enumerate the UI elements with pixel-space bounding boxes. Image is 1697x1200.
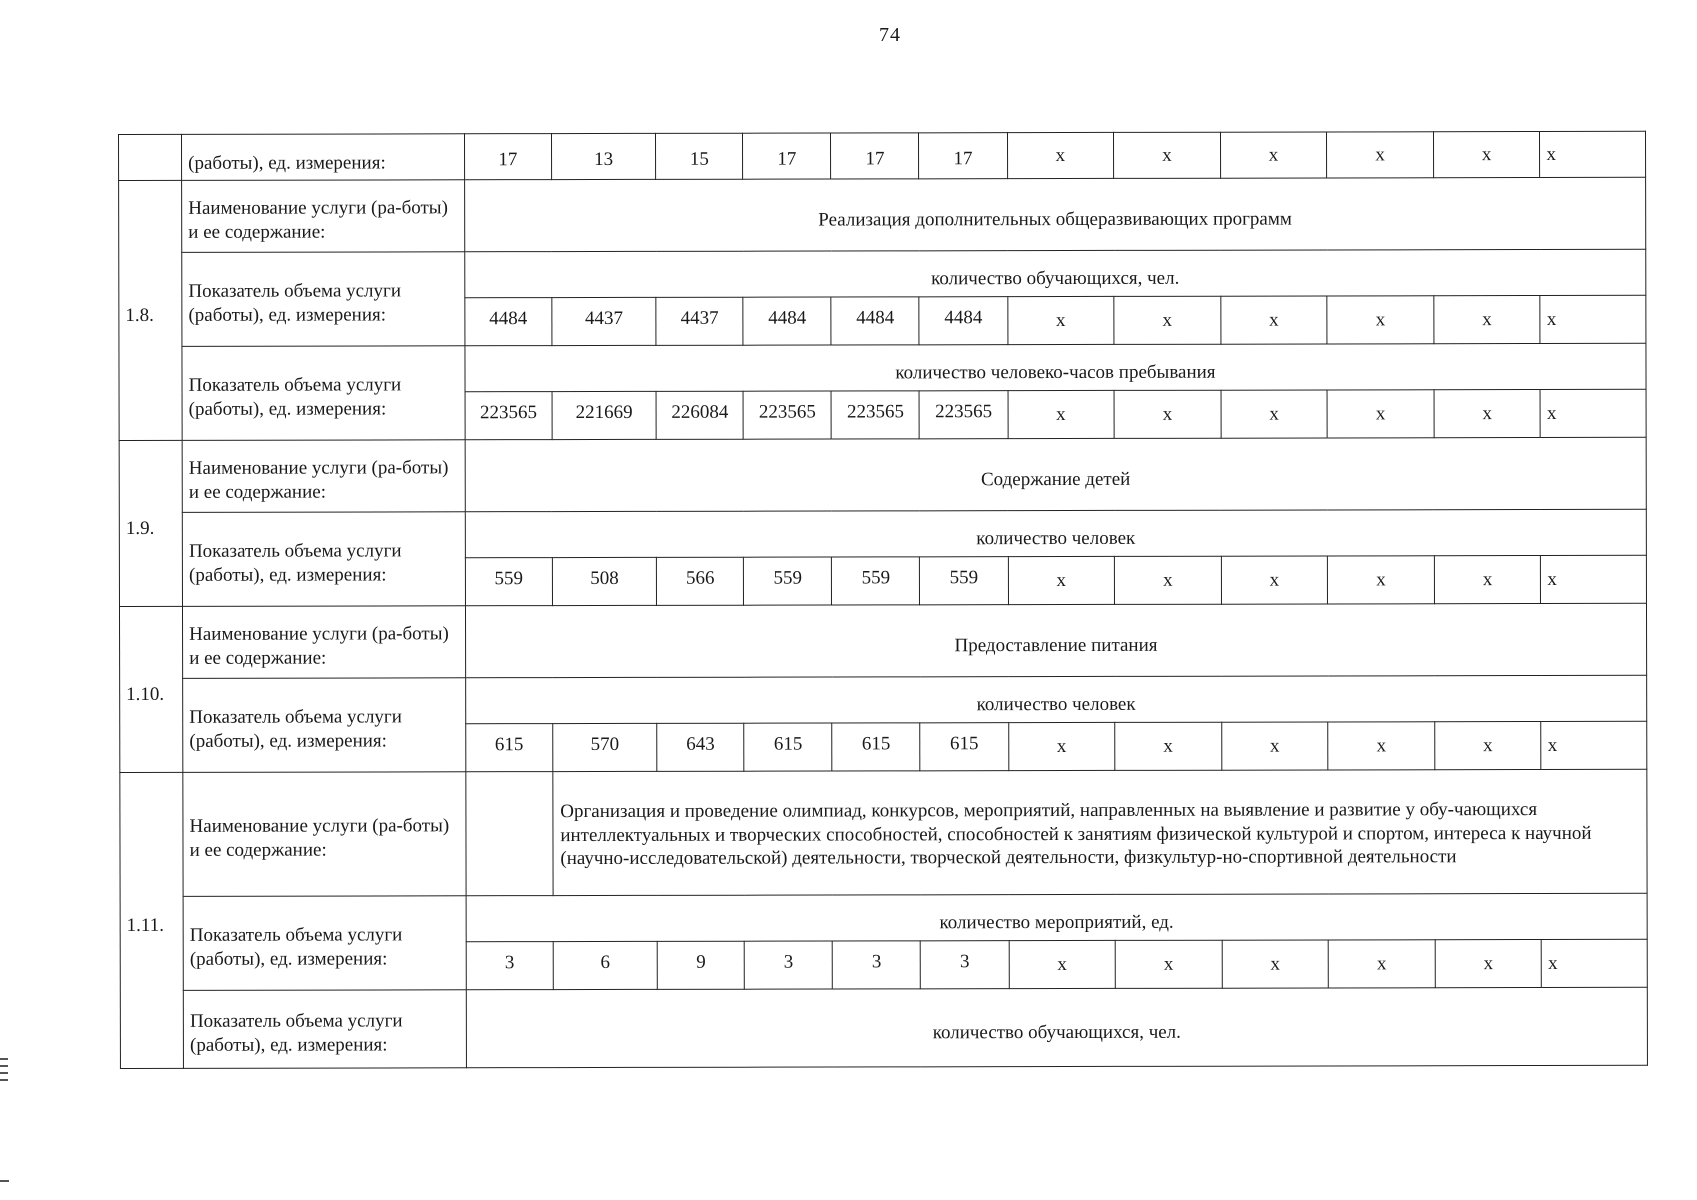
value-cell: 6 [553,941,658,989]
value-cell: 17 [464,134,551,180]
value-cell: 559 [744,557,832,605]
item-number: 1.9. [119,440,182,606]
value-cell: 221669 [552,391,657,439]
value-cell: 4437 [656,297,743,345]
value-cell: х [1008,390,1115,438]
value-cell: 223565 [831,391,919,439]
value-cell: х [1114,390,1221,438]
value-cell: х [1008,722,1115,770]
value-cell: 226084 [656,391,743,439]
value-cell: 4484 [831,297,919,345]
value-cell: х [1221,556,1328,604]
value-cell: х [1433,132,1540,178]
table-row [119,343,1646,392]
table-row [119,437,1646,512]
value-cell: х [1221,390,1328,438]
value-cell: 4484 [919,297,1007,345]
value-cell: х [1115,940,1222,988]
value-cell: х [1435,722,1542,770]
value-cell: х [1327,296,1434,344]
value-cell: х [1328,940,1435,988]
value-cell: 223565 [743,391,831,439]
indicator-unit: количество человек [465,509,1646,557]
value-cell: х [1008,556,1115,604]
value-cell: 223565 [919,391,1007,439]
value-cell: 15 [656,133,743,179]
value-cell: х [1009,940,1116,988]
table-row [120,987,1647,1068]
value-cell: 17 [743,133,831,179]
table-row [119,249,1646,298]
table-row [119,177,1646,252]
page-number: 74 [879,24,901,46]
value-cell: 3 [744,941,832,989]
num-cell [119,134,182,180]
value-cell: х [1434,296,1541,344]
value-cell: 566 [657,557,744,605]
value-cell: х [1328,556,1435,604]
value-cell: 559 [832,557,920,605]
item-number: 1.11. [120,772,184,1068]
value-cell: 3 [466,942,553,990]
service-name-label: Наименование услуги (ра-боты) и ее содержание: [183,772,466,897]
value-cell: 559 [465,558,552,606]
item-number: 1.10. [119,606,182,772]
service-name-label: Наименование услуги (ра-боты) и ее содержание: [182,180,465,253]
value-cell: х [1327,390,1434,438]
value-cell: х [1114,556,1221,604]
value-cell: 3 [921,941,1009,989]
value-cell: 4484 [465,298,552,346]
indicator-unit: количество обучающихся, чел. [466,987,1647,1067]
value-cell: х [1540,295,1646,343]
value-cell: 615 [920,723,1008,771]
value-cell: 3 [833,941,921,989]
table-row [120,893,1647,942]
value-cell: х [1434,556,1541,604]
item-number: 1.8. [119,180,183,440]
service-name: Предоставление питания [465,603,1646,677]
margin-mark [0,1180,9,1182]
indicator-unit: количество человек [465,675,1646,723]
value-cell: х [1541,555,1647,603]
value-cell: х [1114,132,1221,178]
value-cell: 643 [657,723,744,771]
value-cell: 4437 [552,297,657,345]
service-name-label: Наименование услуги (ра-боты) и ее содержание: [183,606,466,679]
indicator-unit: количество человеко-часов пребывания [465,343,1646,391]
value-cell: х [1542,939,1648,987]
table-row [120,675,1647,724]
indicator-label: Показатель объема услуги (работы), ед. измерения: [182,512,465,607]
value-cell: 615 [832,723,920,771]
value-cell: х [1541,721,1647,769]
value-cell: 559 [920,557,1008,605]
table-row [119,603,1646,678]
value-cell: х [1327,132,1434,178]
table-row [119,131,1646,180]
value-cell: 17 [919,133,1007,179]
service-name: Содержание детей [465,437,1646,511]
value-cell: 223565 [465,392,552,440]
margin-marks [0,1058,10,1086]
indicator-unit: количество мероприятий, ед. [466,893,1647,941]
table-row [119,509,1646,558]
indicator-label: Показатель объема услуги (работы), ед. измерения: [183,678,466,773]
empty-cell [466,772,553,896]
service-name: Реализация дополнительных общеразвивающих программ [464,177,1645,251]
value-cell: 17 [831,133,919,179]
value-cell: х [1007,296,1114,344]
value-cell: х [1115,722,1222,770]
value-cell: 9 [657,941,744,989]
value-cell: х [1540,131,1646,177]
value-cell: х [1007,132,1114,178]
value-cell: 13 [551,133,656,179]
value-cell: х [1114,296,1221,344]
indicator-unit: количество обучающихся, чел. [465,249,1646,297]
value-cell: 508 [552,557,657,605]
indicator-label: (работы), ед. измерения: [182,134,465,181]
value-cell: х [1434,390,1541,438]
value-cell: х [1222,940,1329,988]
indicator-label: Показатель объема услуги (работы), ед. измерения: [182,252,465,347]
service-name-label: Наименование услуги (ра-боты) и ее содержание: [182,440,465,513]
value-cell: х [1221,296,1328,344]
indicator-label: Показатель объема услуги (работы), ед. измерения: [183,990,466,1069]
indicator-label: Показатель объема услуги (работы), ед. измерения: [182,346,465,441]
value-cell: 615 [466,724,553,772]
services-table [118,131,1648,1069]
value-cell: х [1435,940,1542,988]
indicator-label: Показатель объема услуги (работы), ед. измерения: [183,896,466,991]
service-name: Организация и проведение олимпиад, конкурсов, мероприятий, направленных на выявление и развитие у обу-чающихся интеллектуальных и творческих способностей, способностей к занятиям физической культурой и спортом, интереса к научной (научно-исследовательской) деятельности, творческой деятельности, физкультур-но-спортивной деятельности [553,769,1647,895]
value-cell: 570 [553,723,658,771]
value-cell: 4484 [743,297,831,345]
value-cell: х [1328,722,1435,770]
table-row [120,769,1647,896]
value-cell: х [1221,722,1328,770]
value-cell: х [1220,132,1327,178]
value-cell: х [1540,389,1646,437]
value-cell: 615 [744,723,832,771]
